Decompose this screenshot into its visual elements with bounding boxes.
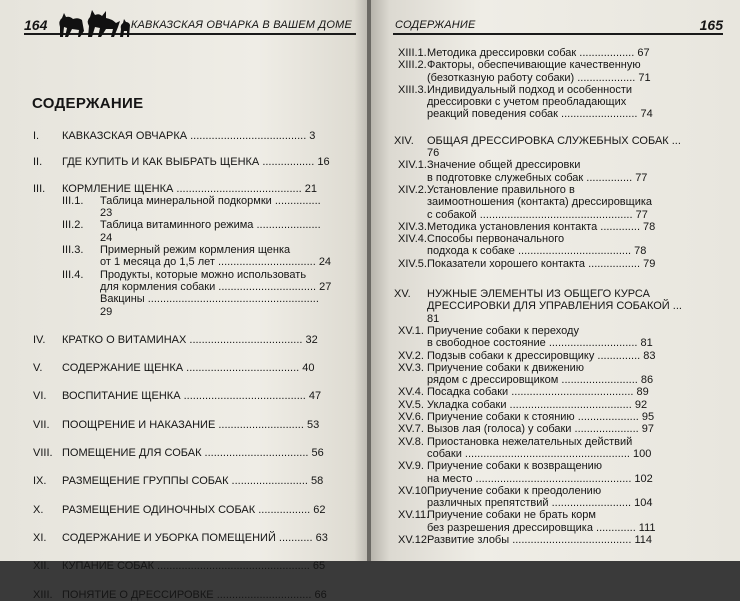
toc-entry-number: XV.4. [398,386,424,399]
toc-entry [394,436,694,461]
toc-entry [394,362,694,387]
toc-entry-number: II. [33,156,43,169]
toc-entry [394,135,694,160]
toc-entry-number: XV.8. [398,435,424,448]
toc-entry [33,156,333,168]
toc-entry-line: Посадка собаки ........................................ 89 [427,386,649,399]
toc-entry-line: РАЗМЕЩЕНИЕ ГРУППЫ СОБАК ......................... 58 [62,475,324,488]
toc-entry [33,589,333,601]
toc-entry-number: XV.1. [398,324,424,337]
toc-entry [394,184,694,221]
toc-entry [394,460,694,485]
toc-entry [394,423,694,435]
toc-entry [33,475,333,487]
toc-entry [394,258,694,270]
toc-entry [394,350,694,362]
toc-entry-number: XV.12. [398,533,431,546]
toc-entry-number: IV. [33,333,46,346]
toc-entry-number: III.3. [62,244,84,257]
toc-entry-line: (безотказную работу собаки) ................... 71 [427,71,651,84]
right-page-number: 165 [699,17,723,33]
toc-entry-line: КУПАНИЕ СОБАК .................................................. 65 [62,560,326,573]
toc-entry-line: ПОНЯТИЕ О ДРЕССИРОВКЕ ............................... 66 [62,588,327,601]
contents-heading: СОДЕРЖАНИЕ [32,95,144,112]
toc-entry [394,59,694,84]
toc-entry-line: СОДЕРЖАНИЕ ЩЕНКА ..................................... 40 [62,362,315,375]
toc-entry-number: XIII.3. [398,83,427,96]
toc-entry [394,509,694,534]
toc-entry-number: XIII. [33,588,53,601]
toc-entry [33,244,333,269]
toc-entry-line: Приучение собаки не брать корм [427,509,596,522]
toc-entry-line: собаки ...................................................... 100 [427,447,652,460]
toc-entry-number: XV.2. [398,349,424,362]
toc-entry [394,288,694,325]
toc-entry-number: XV.10. [398,484,431,497]
toc-entry [33,130,333,142]
left-running-title: КАВКАЗСКАЯ ОВЧАРКА В ВАШЕМ ДОМЕ [130,19,352,31]
toc-entry-line: РАЗМЕЩЕНИЕ ОДИНОЧНЫХ СОБАК ................. 62 [62,503,326,516]
left-toc [33,130,333,601]
toc-entry [33,362,333,374]
toc-entry-number: VIII. [33,447,53,460]
toc-entry-line: дрессировки с учетом преобладающих [427,96,627,109]
toc-entry [33,195,333,220]
toc-entry-line: Таблица витаминного режима ..................... 24 [100,219,321,244]
toc-entry-number: I. [33,130,40,142]
toc-entry-number: XIV.4. [398,233,427,246]
dogs-silhouette-icon [54,7,132,40]
toc-entry-number: XV.5. [398,398,424,411]
right-running-title: СОДЕРЖАНИЕ [395,19,476,31]
toc-entry [394,399,694,411]
toc-entry [394,411,694,423]
toc-entry-line: Значение общей дрессировки [427,159,581,172]
toc-entry [33,390,333,402]
toc-entry-line: с собакой .................................................. 77 [427,208,648,221]
toc-entry [33,447,333,459]
toc-entry-number: III.1. [62,194,84,207]
toc-entry-number: XII. [33,560,50,573]
toc-entry-line: Установление правильного в [427,183,575,196]
toc-entry-number: X. [33,503,44,516]
toc-entry-line: от 1 месяца до 1,5 лет ................................ 24 [100,256,332,269]
toc-entry-line: ДРЕССИРОВКИ ДЛЯ УПРАВЛЕНИЯ СОБАКОЙ ... 81 [427,300,682,325]
toc-entry-number: XV.6. [398,411,424,424]
toc-entry-number: IX. [33,475,47,488]
toc-entry-line: КАВКАЗСКАЯ ОВЧАРКА ...................................... 3 [62,130,316,142]
toc-entry [394,386,694,398]
toc-entry-line: Методика установления контакта ............. 78 [427,220,656,233]
toc-entry-number: III.2. [62,219,84,232]
toc-entry-line: Индивидуальный подход и особенности [427,83,633,96]
toc-entry [394,325,694,350]
toc-entry [394,221,694,233]
toc-entry-number: XV.9. [398,460,424,473]
toc-entry-line: в подготовке служебных собак ............... 77 [427,171,648,184]
toc-entry-line: КРАТКО О ВИТАМИНАХ ..................................... 32 [62,333,318,346]
toc-entry-line: Таблица минеральной подкормки ............... 23 [100,194,321,220]
toc-entry [33,334,333,346]
toc-entry [394,233,694,258]
toc-entry-line: Вызов лая (голоса) у собаки ..................... 97 [427,423,654,436]
toc-entry-line: СОДЕРЖАНИЕ И УБОРКА ПОМЕЩЕНИЙ ........... 63 [62,531,328,544]
toc-entry-line: ПОМЕЩЕНИЕ ДЛЯ СОБАК .................................. 56 [62,447,324,460]
toc-entry-line: в свободное состояние ............................. 81 [427,337,653,350]
toc-entry-line: ОБЩАЯ ДРЕССИРОВКА СЛУЖЕБНЫХ СОБАК ... 76 [427,134,681,160]
toc-entry-number: XIV.3. [398,220,427,233]
right-page [371,0,740,561]
toc-entry-line: Примерный режим кормления щенка [100,244,291,257]
toc-entry-number: XIII.2. [398,59,427,72]
toc-entry [33,219,333,244]
toc-entry-line: реакций поведения собак ......................... 74 [427,108,653,121]
toc-entry-line: Показатели хорошего контакта ................. 79 [427,257,656,270]
toc-entry-line: Укладка собаки ........................................ 92 [427,398,648,411]
toc-entry-number: XV. [394,288,411,301]
toc-entry-line: различных препятствий .......................... 104 [427,497,653,510]
toc-entry-number: XIV.2. [398,183,427,196]
toc-entry-line: Методика дрессировки собак .................. 67 [427,47,650,59]
toc-entry-line: Подзыв собаки к дрессировщику .............. 83 [427,349,656,362]
left-page [0,0,369,601]
toc-entry-line: ВОСПИТАНИЕ ЩЕНКА ........................................ 47 [62,390,322,403]
toc-entry-line: ГДЕ КУПИТЬ И КАК ВЫБРАТЬ ЩЕНКА ................. 16 [62,156,330,169]
toc-entry-line: Факторы, обеспечивающие качественную [427,59,641,72]
toc-entry [394,84,694,121]
toc-entry-line: рядом с дрессировщиком ......................... 86 [427,374,654,387]
toc-entry-number: V. [33,362,43,375]
toc-entry-number: XIII.1. [398,47,427,59]
toc-entry-line: для кормления собаки ................................ 27 [100,280,332,293]
toc-entry-line: Приучение собаки к стоянию .................... 95 [427,411,655,424]
toc-entry [394,159,694,184]
toc-entry-line: Приучение собаки к возвращению [427,460,603,473]
toc-entry [33,269,333,318]
toc-entry-number: VII. [33,418,50,431]
toc-entry-number: XV.11. [398,509,430,522]
toc-entry [33,183,333,195]
toc-entry [33,532,333,544]
toc-entry-line: Приучение собаки к преодолению [427,484,602,497]
toc-entry-line: без разрешения дрессировщика ............. 111 [427,521,656,534]
toc-entry [394,47,694,59]
toc-entry-line: Приучение собаки к движению [427,361,585,374]
toc-entry-line: Способы первоначального [427,233,565,246]
toc-entry-line: на место ................................................... 102 [427,472,653,485]
toc-entry-line: Приучение собаки к переходу [427,324,579,337]
toc-entry-line: Продукты, которые можно использовать [100,268,307,281]
toc-entry-number: VI. [33,390,47,403]
toc-entry-number: III.4. [62,268,84,281]
toc-entry-line: заимоотношения (контакта) дрессировщика [427,196,653,209]
toc-entry [33,419,333,431]
toc-entry-number: III. [33,182,46,195]
left-page-number: 164 [24,17,48,33]
toc-entry-line: Приостановка нежелательных действий [427,435,633,448]
toc-entry-line: ПООЩРЕНИЕ И НАКАЗАНИЕ ............................ 53 [62,418,320,431]
toc-entry-number: XI. [33,531,47,544]
toc-entry-number: XV.3. [398,361,424,374]
toc-entry-line: Развитие злобы ....................................... 114 [427,533,652,546]
right-toc [394,47,694,546]
toc-entry-number: XV.7. [398,423,424,436]
toc-entry [394,485,694,510]
toc-entry-line: КОРМЛЕНИЕ ЩЕНКА ......................................... 21 [62,182,318,195]
toc-entry-line: подхода к собаке ..................................... 78 [427,245,647,258]
toc-entry [33,504,333,516]
toc-entry [33,560,333,572]
toc-entry-number: XIV.1. [398,159,427,172]
toc-entry-line: Вакцины ........................................................ 29 [100,293,319,318]
left-header [24,7,356,35]
toc-entry-number: XIV. [394,134,414,147]
toc-entry-line: НУЖНЫЕ ЭЛЕМЕНТЫ ИЗ ОБЩЕГО КУРСА [427,288,650,301]
right-header [393,7,723,35]
toc-entry-number: XIV.5. [398,257,427,270]
toc-entry [394,534,694,546]
